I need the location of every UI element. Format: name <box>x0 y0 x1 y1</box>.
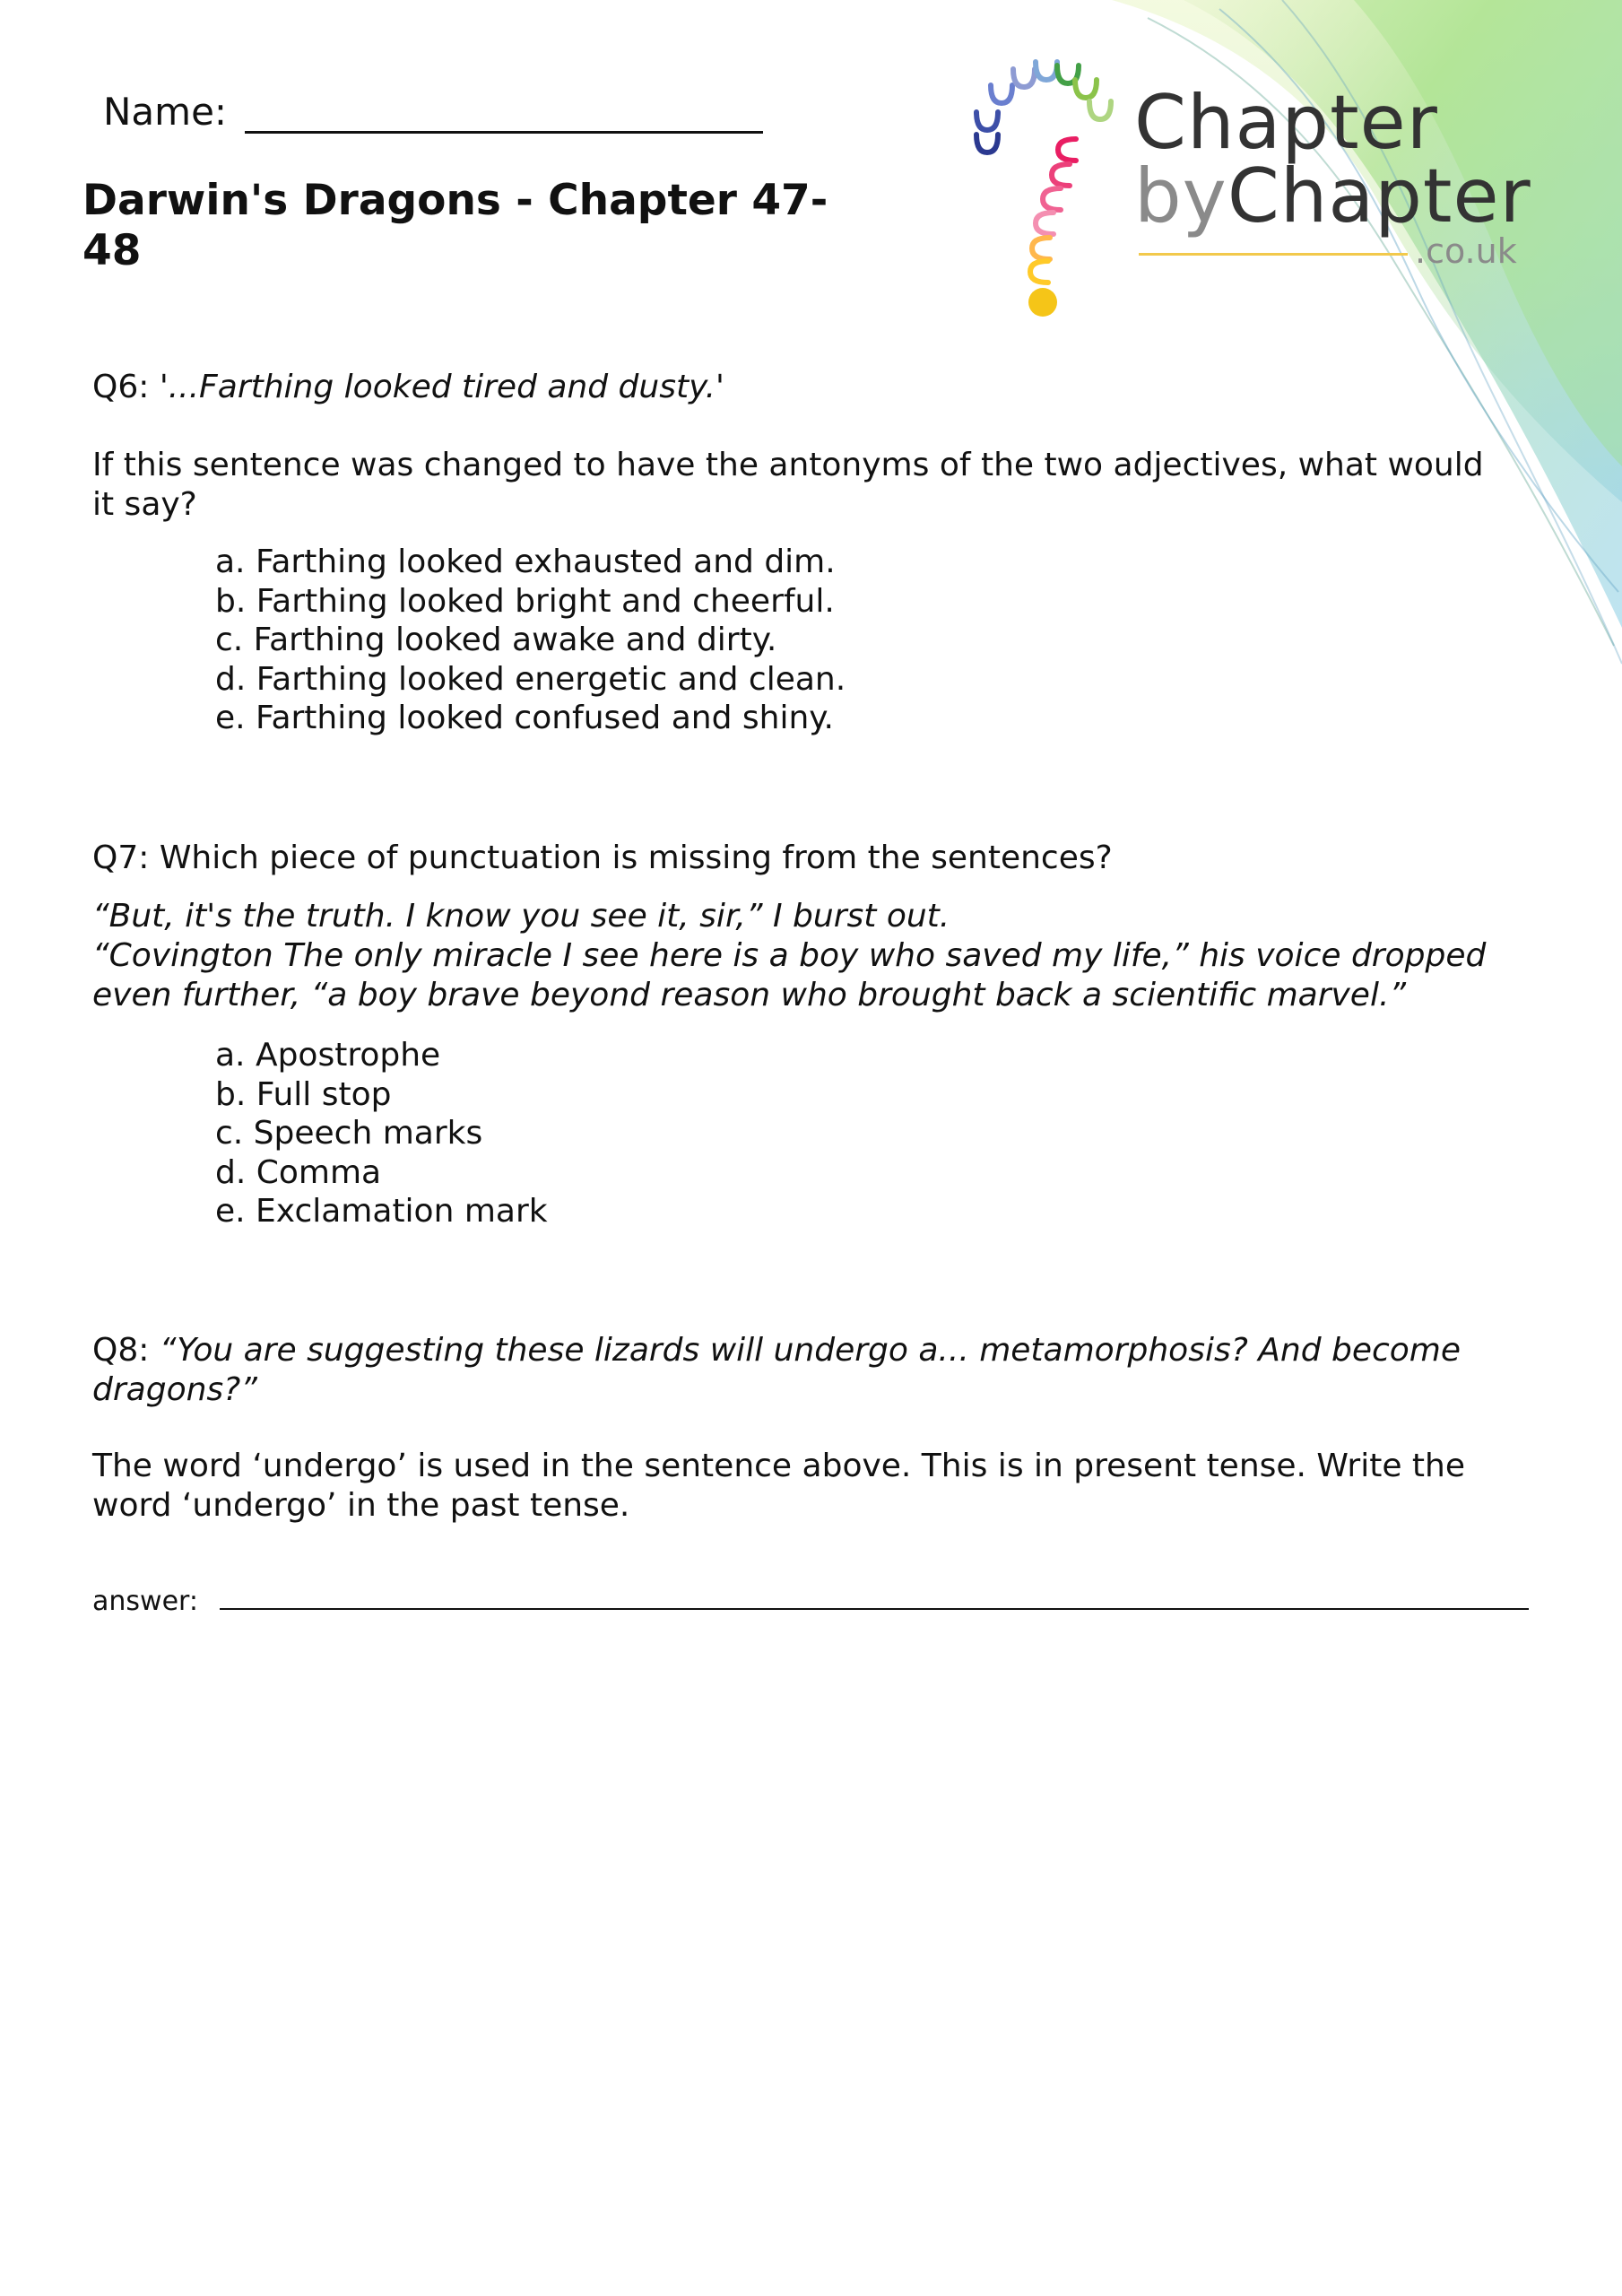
answer-input-line[interactable] <box>220 1608 1529 1610</box>
q7-option-d: d. Comma <box>215 1153 382 1191</box>
q7-option-e: e. Exclamation mark <box>215 1193 548 1230</box>
q7-option-c: c. Speech marks <box>215 1115 483 1152</box>
q7-option-b: b. Full stop <box>215 1075 392 1113</box>
q7-prompt: Q7: Which piece of punctuation is missing from the sentences? <box>92 839 1113 876</box>
q8-question: The word ‘undergo’ is used in the sentence above. This is in present tense. Write the word ‘undergo’ in the past tense. <box>92 1448 1466 1524</box>
q6-prompt <box>92 368 1509 407</box>
answer-label: answer: <box>92 1586 198 1617</box>
brand-line-2 <box>1134 152 1531 239</box>
q6-quote: '...Farthing looked tired and dusty.' <box>159 369 724 405</box>
q8-label: Q8: <box>92 1332 150 1369</box>
q7-quote <box>92 897 1527 1015</box>
brand-wordmark <box>1134 79 1531 239</box>
q6-label: Q6: <box>92 369 150 405</box>
name-input-line[interactable] <box>245 90 763 134</box>
name-label: Name: <box>103 90 228 134</box>
brand-chapter: Chapter <box>1227 152 1531 239</box>
q7-quote-line-1: “But, it's the truth. I know you see it, sir,” I burst out. <box>92 898 950 935</box>
q6-option-a: a. Farthing looked exhausted and dim. <box>215 544 836 580</box>
q6-option-d: d. Farthing looked energetic and clean. <box>215 660 846 698</box>
name-field-row <box>103 90 763 134</box>
brand-domain: .co.uk <box>1415 231 1517 271</box>
brand-line-1: Chapter <box>1134 79 1438 166</box>
q6-option-e: e. Farthing looked confused and shiny. <box>215 700 834 736</box>
brand-underline <box>1139 253 1408 256</box>
chapter-by-chapter-logo-icon <box>964 49 1116 318</box>
q6-question: If this sentence was changed to have the antonyms of the two adjectives, what would it say? <box>92 447 1484 523</box>
q7-options <box>215 1036 548 1231</box>
q8-quote: “You are suggesting these lizards will undergo a... metamorphosis? And become dragons?” <box>92 1332 1462 1408</box>
q6-option-b: b. Farthing looked bright and cheerful. <box>215 582 835 620</box>
q7-quote-line-2: “Covington The only miracle I see here is a boy who saved my life,” his voice dropped even further, “a boy brave beyond reason who brought back a scientific marvel.” <box>92 937 1487 1013</box>
brand-by: by <box>1134 152 1227 239</box>
worksheet-title: Darwin's Dragons - Chapter 47-48 <box>82 176 828 275</box>
q8-prompt <box>92 1331 1509 1410</box>
q6-option-c: c. Farthing looked awake and dirty. <box>215 622 777 658</box>
q6-options <box>215 543 846 738</box>
q7-option-a: a. Apostrophe <box>215 1037 441 1074</box>
